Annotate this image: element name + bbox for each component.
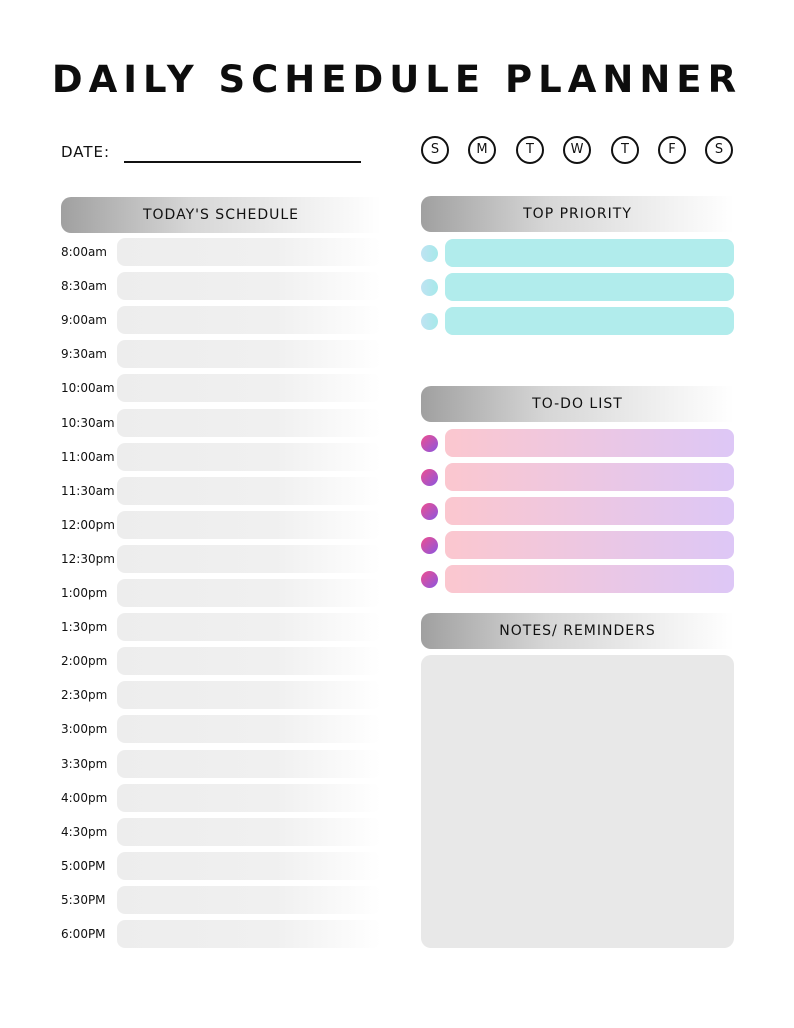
todo-item [421, 463, 734, 491]
todo-bullet-icon [421, 571, 438, 588]
todo-item [421, 429, 734, 457]
day-circle-friday[interactable]: F [658, 136, 686, 164]
priority-field[interactable] [445, 239, 734, 267]
schedule-slot-field[interactable] [117, 886, 381, 914]
schedule-slot-field[interactable] [117, 750, 381, 778]
priority-bullet-icon [421, 279, 438, 296]
day-circle-saturday[interactable]: S [705, 136, 733, 164]
schedule-slot-field[interactable] [117, 818, 381, 846]
schedule-slot-field[interactable] [117, 920, 381, 948]
weekday-selector [421, 136, 735, 164]
schedule-row [61, 852, 381, 880]
schedule-slot-field[interactable] [117, 681, 381, 709]
schedule-slot-field[interactable] [117, 579, 381, 607]
todo-field[interactable] [445, 565, 734, 593]
schedule-time-label: 11:30am [61, 483, 115, 498]
priority-field[interactable] [445, 307, 734, 335]
schedule-time-label: 9:30am [61, 347, 107, 362]
schedule-row [61, 920, 381, 948]
priority-item [421, 273, 734, 301]
page-title: DAILY SCHEDULE PLANNER [51, 58, 743, 101]
schedule-slot-field[interactable] [117, 784, 381, 812]
todo-header: TO-DO LIST [421, 386, 734, 422]
schedule-row [61, 886, 381, 914]
date-label: DATE: [61, 143, 111, 161]
todo-field[interactable] [445, 531, 734, 559]
todo-field[interactable] [445, 463, 734, 491]
schedule-slot-field[interactable] [117, 340, 381, 368]
notes-field[interactable] [421, 655, 734, 948]
schedule-row [61, 818, 381, 846]
schedule-slot-field[interactable] [117, 647, 381, 675]
schedule-row [61, 272, 381, 300]
schedule-row [61, 750, 381, 778]
schedule-time-label: 4:30pm [61, 824, 108, 839]
schedule-time-label: 3:30pm [61, 756, 108, 771]
schedule-row [61, 681, 381, 709]
schedule-time-label: 12:00pm [61, 517, 115, 532]
priority-item [421, 307, 734, 335]
schedule-time-label: 2:00pm [61, 654, 108, 669]
priority-bullet-icon [421, 245, 438, 262]
date-field[interactable] [124, 161, 361, 163]
todo-bullet-icon [421, 503, 438, 520]
schedule-slot-field[interactable] [117, 715, 381, 743]
todo-bullet-icon [421, 537, 438, 554]
schedule-row [61, 443, 381, 471]
todo-field[interactable] [445, 429, 734, 457]
schedule-time-label: 5:00PM [61, 858, 106, 873]
schedule-slot-field[interactable] [117, 852, 381, 880]
schedule-slot-field[interactable] [117, 409, 381, 437]
schedule-row [61, 647, 381, 675]
schedule-slot-field[interactable] [117, 511, 381, 539]
schedule-row [61, 511, 381, 539]
schedule-slot-field[interactable] [117, 306, 381, 334]
schedule-row [61, 477, 381, 505]
schedule-slot-field[interactable] [117, 374, 381, 402]
priority-field[interactable] [445, 273, 734, 301]
todo-field[interactable] [445, 497, 734, 525]
todo-bullet-icon [421, 435, 438, 452]
schedule-slot-field[interactable] [117, 443, 381, 471]
schedule-row [61, 374, 381, 402]
schedule-row [61, 613, 381, 641]
schedule-row [61, 784, 381, 812]
schedule-time-label: 10:00am [61, 381, 115, 396]
priority-bullet-icon [421, 313, 438, 330]
day-circle-thursday[interactable]: T [611, 136, 639, 164]
schedule-time-label: 12:30pm [61, 551, 115, 566]
schedule-time-label: 1:00pm [61, 586, 108, 600]
todo-item [421, 531, 734, 559]
schedule-slot-field[interactable] [117, 613, 381, 641]
schedule-row [61, 238, 381, 266]
schedule-time-label: 6:00PM [61, 927, 106, 941]
schedule-header: TODAY'S SCHEDULE [61, 197, 381, 233]
day-circle-tuesday[interactable]: T [516, 136, 544, 164]
day-circle-monday[interactable]: M [468, 136, 496, 164]
schedule-row [61, 306, 381, 334]
schedule-time-label: 9:00am [61, 313, 107, 328]
schedule-row [61, 409, 381, 437]
priority-item [421, 239, 734, 267]
todo-item [421, 565, 734, 593]
schedule-time-label: 8:30am [61, 279, 107, 294]
schedule-slot-field[interactable] [117, 238, 381, 266]
todo-item [421, 497, 734, 525]
schedule-row [61, 340, 381, 368]
schedule-row [61, 579, 381, 607]
schedule-row [61, 715, 381, 743]
schedule-time-label: 4:00pm [61, 790, 108, 805]
schedule-slot-field[interactable] [117, 545, 381, 573]
top-priority-header: TOP PRIORITY [421, 196, 734, 232]
schedule-time-label: 8:00am [61, 245, 107, 259]
schedule-time-label: 2:30pm [61, 688, 108, 703]
schedule-time-label: 11:00am [61, 449, 115, 464]
schedule-row [61, 545, 381, 573]
notes-header: NOTES/ REMINDERS [421, 613, 734, 649]
schedule-time-label: 1:30pm [61, 620, 108, 635]
schedule-slot-field[interactable] [117, 477, 381, 505]
day-circle-sunday[interactable]: S [421, 136, 449, 164]
schedule-time-label: 3:00pm [61, 722, 108, 737]
schedule-slot-field[interactable] [117, 272, 381, 300]
schedule-time-label: 10:30am [61, 415, 115, 430]
day-circle-wednesday[interactable]: W [563, 136, 591, 164]
todo-bullet-icon [421, 469, 438, 486]
schedule-time-label: 5:30PM [61, 892, 106, 907]
